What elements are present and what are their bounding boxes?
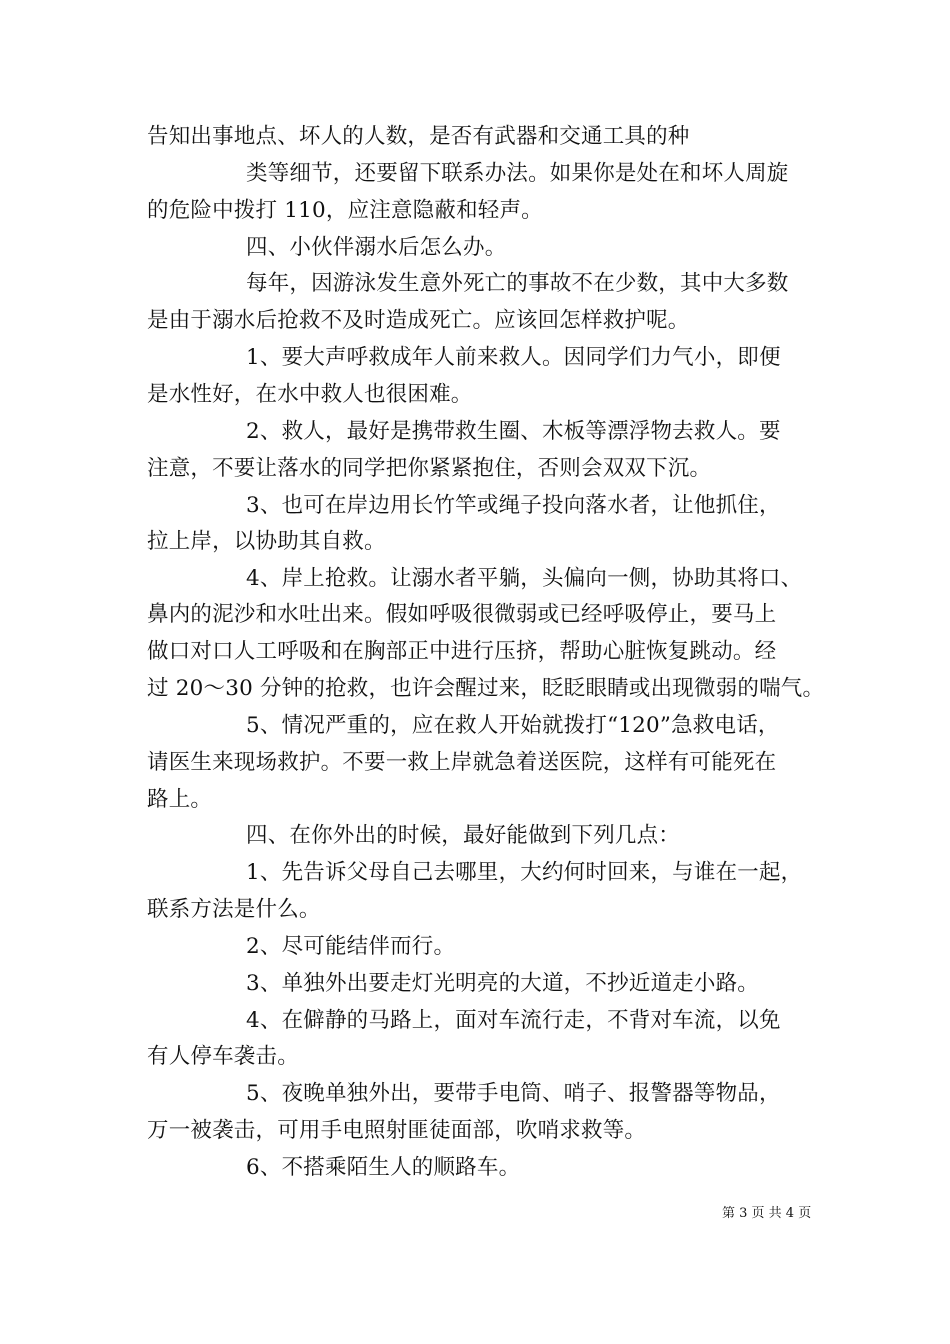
text-line: 的危险中拨打 110，应注意隐蔽和轻声。 — [147, 198, 543, 223]
list-item: 1、要大声呼救成年人前来救人。因同学们力气小，即便 — [246, 345, 781, 370]
list-item: 4、岸上抢救。让溺水者平躺，头偏向一侧，协助其将口、 — [246, 566, 803, 591]
text-line: 过 20～30 分钟的抢救，也许会醒过来，眨眨眼睛或出现微弱的喘气。 — [147, 676, 825, 701]
list-item: 2、尽可能结伴而行。 — [246, 934, 456, 959]
text-line: 做口对口人工呼吸和在胸部正中进行压挤，帮助心脏恢复跳动。经 — [147, 639, 777, 664]
section-heading: 四、在你外出的时候，最好能做到下列几点： — [246, 823, 681, 848]
section-heading: 四、小伙伴溺水后怎么办。 — [246, 235, 507, 260]
text-line: 拉上岸，以协助其自救。 — [147, 529, 386, 554]
list-item: 2、救人，最好是携带救生圈、木板等漂浮物去救人。要 — [246, 419, 781, 444]
text-line: 鼻内的泥沙和水吐出来。假如呼吸很微弱或已经呼吸停止，要马上 — [147, 602, 777, 627]
text-line: 每年，因游泳发生意外死亡的事故不在少数，其中大多数 — [246, 271, 789, 296]
text-line: 路上。 — [147, 787, 213, 812]
list-item: 4、在僻静的马路上，面对车流行走，不背对车流，以免 — [246, 1008, 781, 1033]
text-line: 类等细节，还要留下联系办法。如果你是处在和坏人周旋 — [246, 161, 789, 186]
list-item: 5、情况严重的，应在救人开始就拨打“120”急救电话， — [246, 713, 780, 738]
text-line: 是由于溺水后抢救不及时造成死亡。应该回怎样救护呢。 — [147, 308, 690, 333]
text-line: 有人停车袭击。 — [147, 1044, 299, 1069]
page-number-footer: 第 3 页 共 4 页 — [722, 1206, 812, 1221]
text-line: 联系方法是什么。 — [147, 897, 321, 922]
text-line: 万一被袭击，可用手电照射匪徒面部，吹哨求救等。 — [147, 1118, 647, 1143]
list-item: 3、也可在岸边用长竹竿或绳子投向落水者，让他抓住， — [246, 493, 781, 518]
text-line: 注意，不要让落水的同学把你紧紧抱住，否则会双双下沉。 — [147, 456, 712, 481]
list-item: 3、单独外出要走灯光明亮的大道，不抄近道走小路。 — [246, 971, 759, 996]
text-line: 告知出事地点、坏人的人数，是否有武器和交通工具的种 — [147, 124, 690, 149]
text-line: 请医生来现场救护。不要一救上岸就急着送医院，这样有可能死在 — [147, 750, 777, 775]
text-line: 是水性好，在水中救人也很困难。 — [147, 382, 473, 407]
list-item: 1、先告诉父母自己去哪里，大约何时回来，与谁在一起， — [246, 860, 803, 885]
list-item: 6、不搭乘陌生人的顺路车。 — [246, 1155, 521, 1180]
list-item: 5、夜晚单独外出，要带手电筒、哨子、报警器等物品， — [246, 1081, 781, 1106]
